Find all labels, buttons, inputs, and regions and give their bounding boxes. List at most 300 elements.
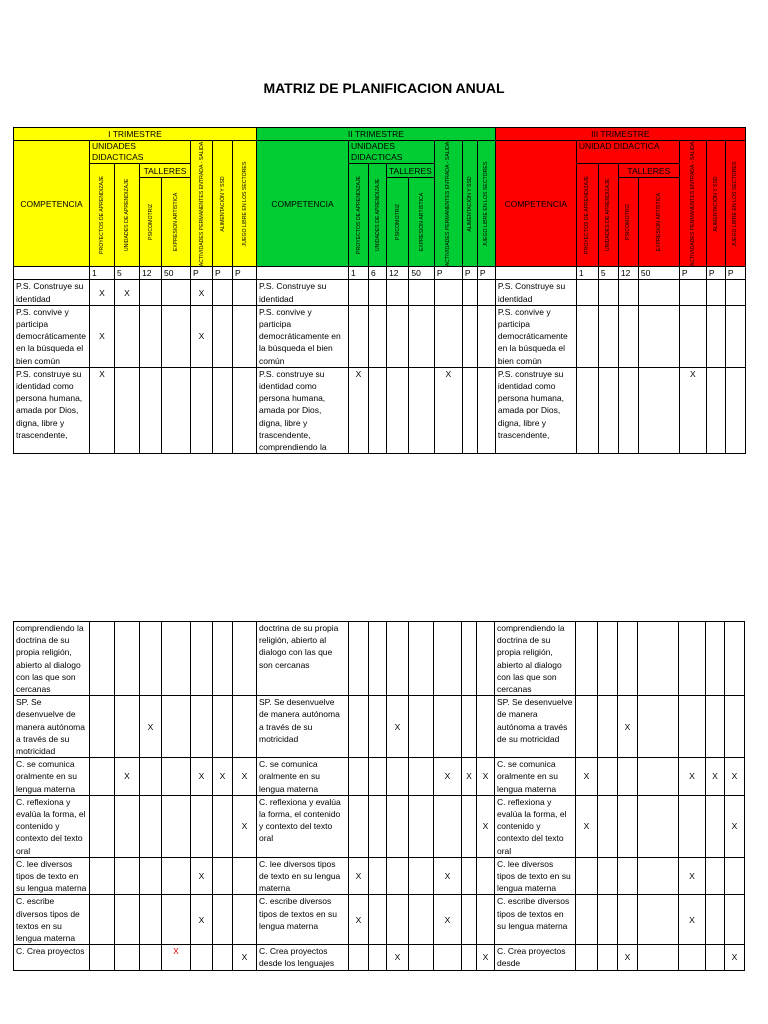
mark-cell: X — [90, 280, 115, 305]
mark-cell — [462, 305, 477, 367]
mark-cell — [638, 305, 679, 367]
column-header-vertical: UNIDADES DE APRENDIZAJE — [115, 164, 140, 267]
mark-cell — [462, 895, 477, 945]
competencia-row — [14, 367, 746, 453]
mark-cell — [191, 622, 213, 696]
weight-cell: 12 — [618, 267, 638, 280]
mark-cell: X — [679, 367, 706, 453]
mark-cell: X — [162, 945, 191, 970]
competencia-text: C. Crea proyectos desde los lenguajes — [257, 945, 349, 970]
mark-cell — [140, 945, 162, 970]
mark-cell — [598, 367, 618, 453]
column-header-vertical: PSICOMOTRIZ — [387, 178, 409, 267]
mark-cell — [477, 696, 495, 758]
mark-cell: X — [725, 945, 745, 970]
competencia-text: C. escribe diversos tipos de textos en su lengua materna — [14, 895, 90, 945]
column-header-vertical: EXPRESION ARTISTICA — [162, 178, 191, 267]
mark-cell: X — [349, 367, 369, 453]
competencia-text: P.S. Construye su identidad — [14, 280, 90, 305]
mark-cell — [369, 758, 387, 796]
page-title: MATRIZ DE PLANIFICACION ANUAL — [263, 80, 505, 96]
mark-cell: X — [233, 795, 257, 857]
mark-cell — [349, 758, 369, 796]
mark-cell — [598, 622, 618, 696]
competencia-text: doctrina de su propia religión, abierto al dialogo con las que son cercanas — [257, 622, 349, 696]
column-header-vertical: ACTIVIDADES PERMANENTES ENTRADA - SALIDA — [679, 141, 706, 267]
mark-cell: X — [191, 280, 213, 305]
mark-cell — [369, 795, 387, 857]
column-header-vertical: EXPRESION ARTISTICA — [409, 178, 434, 267]
mark-cell: X — [191, 895, 213, 945]
mark-cell — [115, 696, 140, 758]
mark-cell — [90, 795, 115, 857]
weight-cell: 1 — [90, 267, 115, 280]
mark-cell — [233, 895, 257, 945]
mark-cell — [477, 857, 495, 895]
mark-cell — [349, 945, 369, 970]
mark-cell — [115, 622, 140, 696]
mark-cell: X — [387, 945, 409, 970]
mark-cell — [387, 622, 409, 696]
mark-cell — [618, 305, 638, 367]
mark-cell — [679, 696, 706, 758]
competencia-row — [14, 622, 745, 696]
unidades-didacticas-header: UNIDAD DIDACTICA — [576, 141, 679, 164]
column-header-vertical: PSICOMOTRIZ — [618, 178, 638, 267]
mark-cell — [434, 945, 462, 970]
competencia-row — [14, 945, 745, 970]
mark-cell — [387, 857, 409, 895]
mark-cell — [576, 857, 598, 895]
mark-cell — [462, 857, 477, 895]
competencia-text: C. se comunica oralmente en su lengua materna — [14, 758, 90, 796]
mark-cell — [140, 280, 162, 305]
column-header-vertical: ALIMENTACIÓN Y SSD — [706, 141, 725, 267]
column-header-vertical: JUEGO LIBRE EN LOS SECTORES — [477, 141, 495, 267]
mark-cell — [162, 857, 191, 895]
competencia-text: C. reflexiona y evalúa la forma, el contenido y contexto del texto oral — [14, 795, 90, 857]
mark-cell — [369, 305, 387, 367]
weight-blank-cell — [14, 267, 90, 280]
mark-cell — [140, 622, 162, 696]
mark-cell — [598, 758, 618, 796]
mark-cell — [162, 367, 191, 453]
mark-cell — [638, 280, 679, 305]
mark-cell: X — [725, 758, 745, 796]
mark-cell — [213, 622, 233, 696]
mark-cell — [576, 945, 598, 970]
mark-cell: X — [462, 758, 477, 796]
mark-cell — [162, 758, 191, 796]
mark-cell — [233, 280, 257, 305]
column-header-vertical: PROYECTOS DE APRENDIZAJE — [576, 164, 598, 267]
mark-cell: X — [477, 795, 495, 857]
weight-cell: 50 — [162, 267, 191, 280]
mark-cell — [706, 622, 725, 696]
competencia-header: COMPETENCIA — [495, 141, 576, 267]
mark-cell — [233, 305, 257, 367]
mark-cell — [462, 367, 477, 453]
column-header-vertical: ACTIVIDADES PERMANENTES ENTRADA - SALIDA — [434, 141, 462, 267]
mark-cell: X — [618, 945, 638, 970]
mark-cell: X — [140, 696, 162, 758]
mark-cell — [349, 622, 369, 696]
mark-cell — [598, 305, 618, 367]
mark-cell — [462, 622, 477, 696]
weight-blank-cell — [495, 267, 576, 280]
mark-cell — [679, 622, 706, 696]
mark-cell — [213, 945, 233, 970]
mark-cell — [679, 945, 706, 970]
mark-cell — [477, 895, 495, 945]
talleres-header: TALLERES — [140, 164, 191, 178]
mark-cell — [213, 367, 233, 453]
competencia-text: C. se comunica oralmente en su lengua materna — [257, 758, 349, 796]
mark-cell: X — [233, 945, 257, 970]
mark-cell: X — [706, 758, 725, 796]
mark-cell — [706, 945, 725, 970]
mark-cell: X — [115, 758, 140, 796]
mark-cell: X — [576, 758, 598, 796]
mark-cell — [387, 758, 409, 796]
mark-cell — [162, 795, 191, 857]
mark-cell — [462, 696, 477, 758]
mark-cell — [477, 280, 495, 305]
mark-cell — [576, 367, 598, 453]
mark-cell: X — [213, 758, 233, 796]
mark-cell — [369, 696, 387, 758]
mark-cell — [191, 696, 213, 758]
competencia-row — [14, 696, 745, 758]
weight-cell: P — [725, 267, 745, 280]
mark-cell — [409, 305, 434, 367]
competencia-text: C. lee diversos tipos de texto en su lengua materna — [257, 857, 349, 895]
mark-cell — [618, 758, 638, 796]
mark-cell: X — [349, 857, 369, 895]
mark-cell — [233, 857, 257, 895]
mark-cell — [191, 945, 213, 970]
mark-cell — [725, 895, 745, 945]
mark-cell — [349, 795, 369, 857]
mark-cell — [434, 622, 462, 696]
competencia-text: C. lee diversos tipos de texto en su lengua materna — [14, 857, 90, 895]
mark-cell — [162, 895, 191, 945]
mark-cell — [115, 945, 140, 970]
mark-cell: X — [679, 758, 706, 796]
mark-cell — [725, 622, 745, 696]
weight-cell: 50 — [638, 267, 679, 280]
mark-cell — [598, 895, 618, 945]
mark-cell — [369, 895, 387, 945]
weight-cell: 12 — [140, 267, 162, 280]
mark-cell — [140, 895, 162, 945]
mark-cell — [706, 280, 725, 305]
mark-cell — [706, 857, 725, 895]
mark-cell — [140, 758, 162, 796]
competencia-text: SP. Se desenvuelve de manera autónoma a través de su motricidad — [14, 696, 90, 758]
competencia-text: SP. Se desenvuelve de manera autónoma a través de su motricidad — [495, 696, 576, 758]
competencia-text: P.S. Construye su identidad — [495, 280, 576, 305]
trimestre-header-1: I TRIMESTRE — [14, 128, 257, 141]
mark-cell: X — [477, 945, 495, 970]
mark-cell: X — [679, 895, 706, 945]
mark-cell — [409, 945, 434, 970]
mark-cell: X — [191, 857, 213, 895]
mark-cell — [213, 857, 233, 895]
mark-cell — [349, 696, 369, 758]
competencia-text: P.S. construye su identidad como persona humana, amada por Dios, digna, libre y trascendente, comprendiendo la — [257, 367, 349, 453]
competencia-text: C. Crea proyectos desde — [495, 945, 576, 970]
mark-cell — [409, 696, 434, 758]
competencia-row — [14, 795, 745, 857]
mark-cell — [90, 895, 115, 945]
mark-cell — [679, 305, 706, 367]
planning-matrix-page-2 — [13, 621, 745, 971]
mark-cell — [477, 305, 495, 367]
mark-cell: X — [191, 758, 213, 796]
talleres-header: TALLERES — [387, 164, 435, 178]
mark-cell — [213, 280, 233, 305]
mark-cell — [679, 280, 706, 305]
mark-cell — [434, 305, 462, 367]
column-header-vertical: PROYECTOS DE APRENDIZAJE — [90, 164, 115, 267]
competencia-text: C. escribe diversos tipos de textos en su lengua materna — [495, 895, 576, 945]
mark-cell: X — [434, 367, 462, 453]
mark-cell — [576, 696, 598, 758]
mark-cell: X — [115, 280, 140, 305]
mark-cell — [598, 857, 618, 895]
mark-cell: X — [434, 895, 462, 945]
column-header-vertical: UNIDADES DE APRENDIZAJE — [369, 164, 387, 267]
competencia-text: comprendiendo la doctrina de su propia religión, abierto al dialogo con las que son cercanas — [14, 622, 90, 696]
mark-cell — [369, 857, 387, 895]
mark-cell — [638, 758, 679, 796]
mark-cell: X — [618, 696, 638, 758]
mark-cell — [679, 795, 706, 857]
mark-cell — [706, 795, 725, 857]
competencia-text: C. Crea proyectos — [14, 945, 90, 970]
mark-cell — [462, 945, 477, 970]
weight-cell: 5 — [598, 267, 618, 280]
competencia-text: SP. Se desenvuelve de manera autónoma a través de su motricidad — [257, 696, 349, 758]
mark-cell — [387, 795, 409, 857]
mark-cell — [576, 895, 598, 945]
mark-cell: X — [679, 857, 706, 895]
competencia-row — [14, 280, 746, 305]
mark-cell — [387, 895, 409, 945]
mark-cell — [90, 622, 115, 696]
competencia-text: comprendiendo la doctrina de su propia religión, abierto al dialogo con las que son cercanas — [495, 622, 576, 696]
mark-cell — [638, 945, 679, 970]
mark-cell — [162, 280, 191, 305]
mark-cell — [115, 305, 140, 367]
mark-cell — [618, 622, 638, 696]
mark-cell — [706, 305, 725, 367]
mark-cell — [409, 758, 434, 796]
mark-cell: X — [191, 305, 213, 367]
mark-cell: X — [477, 758, 495, 796]
mark-cell — [369, 945, 387, 970]
mark-cell — [618, 280, 638, 305]
mark-cell — [477, 367, 495, 453]
mark-cell — [369, 367, 387, 453]
mark-cell — [725, 305, 745, 367]
competencia-text: P.S. convive y participa democráticamente en la búsqueda el bien común — [14, 305, 90, 367]
mark-cell — [638, 622, 679, 696]
mark-cell — [369, 622, 387, 696]
mark-cell — [213, 795, 233, 857]
competencia-text: C. lee diversos tipos de texto en su lengua materna — [495, 857, 576, 895]
mark-cell — [576, 622, 598, 696]
weight-cell: 1 — [576, 267, 598, 280]
weight-cell: P — [434, 267, 462, 280]
mark-cell — [409, 895, 434, 945]
competencia-row — [14, 305, 746, 367]
unidades-didacticas-header: UNIDADES DIDACTICAS — [349, 141, 435, 164]
mark-cell — [638, 895, 679, 945]
mark-cell — [162, 622, 191, 696]
mark-cell — [90, 696, 115, 758]
mark-cell — [90, 758, 115, 796]
mark-cell — [115, 895, 140, 945]
weight-cell: 50 — [409, 267, 434, 280]
mark-cell — [140, 367, 162, 453]
column-header-vertical: PSICOMOTRIZ — [140, 178, 162, 267]
mark-cell — [725, 857, 745, 895]
mark-cell — [434, 795, 462, 857]
mark-cell: X — [233, 758, 257, 796]
mark-cell — [618, 857, 638, 895]
mark-cell — [115, 857, 140, 895]
mark-cell — [387, 305, 409, 367]
planning-matrix-page-1 — [13, 127, 746, 454]
mark-cell — [477, 622, 495, 696]
weight-cell: P — [706, 267, 725, 280]
mark-cell — [638, 795, 679, 857]
mark-cell — [462, 795, 477, 857]
mark-cell — [233, 622, 257, 696]
mark-cell — [576, 280, 598, 305]
mark-cell — [140, 305, 162, 367]
mark-cell: X — [349, 895, 369, 945]
competencia-text: P.S. convive y participa democráticamente en la búsqueda el bien común — [257, 305, 349, 367]
weight-cell: 12 — [387, 267, 409, 280]
mark-cell — [434, 696, 462, 758]
mark-cell — [213, 305, 233, 367]
weight-cell: P — [213, 267, 233, 280]
unidades-didacticas-header: UNIDADES DIDACTICAS — [90, 141, 191, 164]
weight-cell: 5 — [115, 267, 140, 280]
competencia-row — [14, 857, 745, 895]
column-header-vertical: UNIDADES DE APRENDIZAJE — [598, 164, 618, 267]
mark-cell — [598, 945, 618, 970]
column-header-vertical: PROYECTOS DE APRENDIZAJE — [349, 164, 369, 267]
column-header-vertical: JUEGO LIBRE EN LOS SECTORES — [233, 141, 257, 267]
column-header-vertical: ALIMENTACIÓN Y SSD — [462, 141, 477, 267]
mark-cell — [638, 696, 679, 758]
mark-cell — [213, 696, 233, 758]
competencia-row — [14, 895, 745, 945]
mark-cell — [191, 367, 213, 453]
mark-cell — [434, 280, 462, 305]
mark-cell — [618, 367, 638, 453]
column-header-vertical: JUEGO LIBRE EN LOS SECTORES — [725, 141, 745, 267]
mark-cell — [140, 795, 162, 857]
mark-cell — [349, 305, 369, 367]
mark-cell — [638, 367, 679, 453]
column-header-vertical: ACTIVIDADES PERMANENTES ENTRADA - SALIDA — [191, 141, 213, 267]
trimestre-header-2: II TRIMESTRE — [257, 128, 496, 141]
mark-cell — [706, 696, 725, 758]
mark-cell: X — [387, 696, 409, 758]
mark-cell — [387, 280, 409, 305]
mark-cell: X — [90, 367, 115, 453]
mark-cell — [618, 795, 638, 857]
competencia-text: P.S. construye su identidad como persona humana, amada por Dios, digna, libre y trascendente, — [495, 367, 576, 453]
mark-cell — [576, 305, 598, 367]
mark-cell — [618, 895, 638, 945]
mark-cell: X — [725, 795, 745, 857]
mark-cell — [462, 280, 477, 305]
competencia-text: C. se comunica oralmente en su lengua materna — [495, 758, 576, 796]
mark-cell — [115, 795, 140, 857]
mark-cell — [706, 895, 725, 945]
weight-cell: P — [233, 267, 257, 280]
mark-cell — [349, 280, 369, 305]
trimestre-header-3: III TRIMESTRE — [495, 128, 745, 141]
mark-cell — [162, 305, 191, 367]
weight-cell: 6 — [369, 267, 387, 280]
mark-cell — [598, 795, 618, 857]
mark-cell — [598, 696, 618, 758]
mark-cell: X — [576, 795, 598, 857]
mark-cell — [233, 696, 257, 758]
weight-cell: P — [477, 267, 495, 280]
weight-cell: 1 — [349, 267, 369, 280]
column-header-vertical: ALIMENTACIÓN Y SSD — [213, 141, 233, 267]
weight-cell: P — [191, 267, 213, 280]
competencia-text: P.S. convive y participa democráticamente en la búsqueda el bien común — [495, 305, 576, 367]
competencia-text: C. escribe diversos tipos de textos en su lengua materna — [257, 895, 349, 945]
mark-cell — [162, 696, 191, 758]
weight-blank-cell — [257, 267, 349, 280]
competencia-row — [14, 758, 745, 796]
mark-cell — [409, 280, 434, 305]
mark-cell — [725, 280, 745, 305]
mark-cell — [90, 945, 115, 970]
weight-cell: P — [462, 267, 477, 280]
competencia-header: COMPETENCIA — [14, 141, 90, 267]
weight-cell: P — [679, 267, 706, 280]
mark-cell — [638, 857, 679, 895]
competencia-header: COMPETENCIA — [257, 141, 349, 267]
mark-cell — [725, 367, 745, 453]
mark-cell — [706, 367, 725, 453]
mark-cell: X — [90, 305, 115, 367]
column-header-vertical: EXPRESION ARTISTICA — [638, 178, 679, 267]
competencia-text: C. reflexiona y evalúa la forma, el contenido y contexto del texto oral — [495, 795, 576, 857]
mark-cell — [725, 696, 745, 758]
mark-cell — [409, 622, 434, 696]
mark-cell — [598, 280, 618, 305]
mark-cell — [90, 857, 115, 895]
mark-cell — [369, 280, 387, 305]
mark-cell — [140, 857, 162, 895]
mark-cell — [233, 367, 257, 453]
mark-cell: X — [434, 758, 462, 796]
mark-cell — [115, 367, 140, 453]
mark-cell — [409, 367, 434, 453]
